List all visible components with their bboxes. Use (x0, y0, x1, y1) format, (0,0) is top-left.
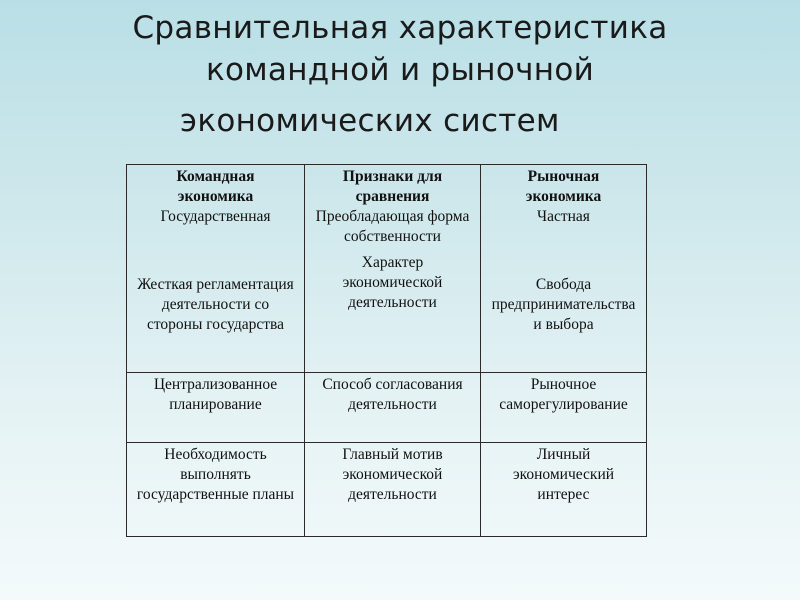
header-market-economy: Рыночная экономика (525, 168, 602, 205)
header-command-economy: Командная экономика (176, 168, 255, 205)
cell-motive-command: Необходимость выполнять государственные планы (136, 446, 295, 503)
cell-motive-market: Личный экономический интерес (512, 446, 615, 503)
table-cell (481, 373, 647, 443)
cell-activity-criterion: Характер экономической деятельности (342, 254, 443, 311)
table-cell (481, 165, 647, 373)
cell-ownership-criterion: Преобладающая форма собственности (315, 208, 470, 245)
cell-activity-market: Свобода предпринимательства и выбора (491, 276, 636, 333)
cell-activity-command: Жесткая регламентация деятельности со стороны государства (137, 276, 294, 333)
header-comparison-criteria: Признаки для сравнения (342, 168, 443, 205)
table-cell (127, 373, 305, 443)
comparison-table (126, 164, 647, 537)
table-cell (305, 443, 481, 537)
cell-coordination-command: Централизованное планирование (153, 376, 278, 413)
cell-coordination-criterion: Способ согласования деятельности (322, 376, 463, 413)
table-row (127, 165, 647, 373)
table-row (127, 443, 647, 537)
cell-ownership-command: Государственная (160, 208, 271, 225)
table-cell (127, 165, 305, 373)
slide-title-line-1: Сравнительная характеристика (132, 10, 668, 46)
cell-ownership-market: Частная (537, 208, 590, 225)
slide-title-line-3: экономических систем (180, 103, 560, 139)
table-cell (305, 165, 481, 373)
table-cell (305, 373, 481, 443)
table-cell (127, 443, 305, 537)
slide-title-line-2: командной и рыночной (205, 52, 595, 88)
table-row (127, 373, 647, 443)
table-cell (481, 443, 647, 537)
cell-coordination-market: Рыночное саморегулирование (499, 376, 628, 413)
cell-motive-criterion: Главный мотив экономической деятельности (342, 446, 443, 503)
